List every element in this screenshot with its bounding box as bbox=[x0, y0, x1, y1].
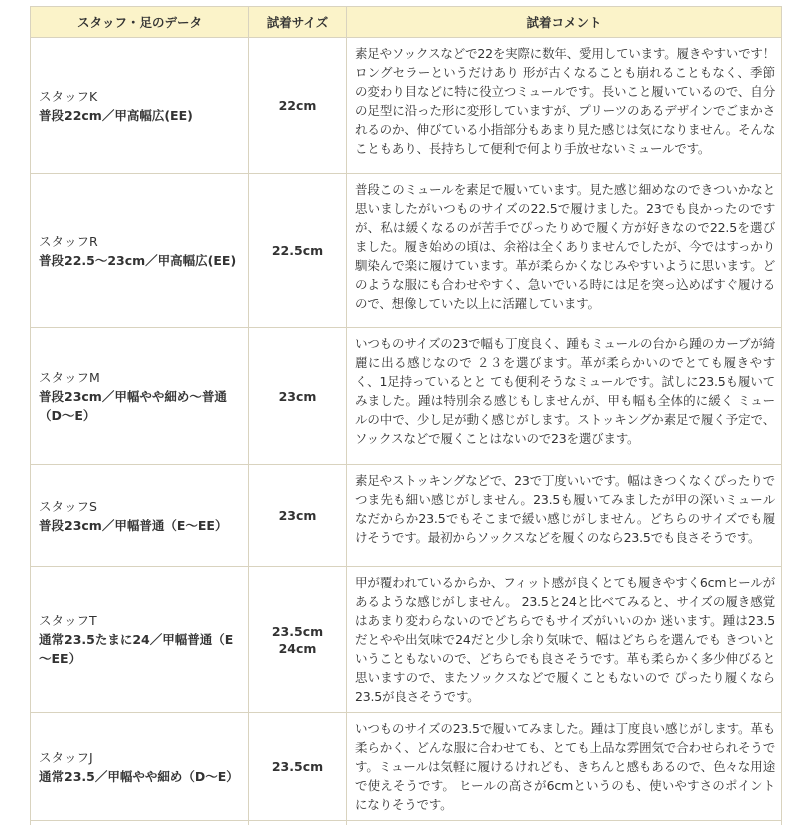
foot-data: 普段23cm／甲幅普通（E～EE） bbox=[39, 516, 240, 535]
fitting-size: 23.5cm bbox=[253, 623, 342, 640]
header-staff: スタッフ・足のデータ bbox=[31, 7, 249, 38]
header-size: 試着サイズ bbox=[249, 7, 347, 38]
table-row bbox=[31, 567, 782, 713]
size-cell bbox=[249, 567, 347, 713]
header-comment: 試着コメント bbox=[347, 7, 782, 38]
staff-cell bbox=[31, 174, 249, 328]
fitting-comment: 普段このミュールを素足で履いています。見た感じ細めなのできついかなと思いましたがいつものサイズの22.5で履けました。23でも良かったのですが、私は緩くなるのが苦手でぴったりめで履く方が好きなので22.5を選びました。履き始めの頃は、余裕は全くありませんでしたが、今ではすっかり馴染んで楽に履けています。革が柔らかくなじみやすいように思います。どのような服にも合わせやすく、急いでいる時には足を突っ込めばすぐ履けるので、想像していた以上に活躍しています。 bbox=[347, 174, 782, 328]
table-row bbox=[31, 713, 782, 821]
staff-cell bbox=[31, 328, 249, 465]
comment-cell bbox=[347, 821, 782, 825]
staff-cell bbox=[31, 465, 249, 567]
fitting-size: 23cm bbox=[253, 507, 342, 524]
fitting-comment: 素足やストッキングなどで、23で丁度いいです。幅はきつくなくぴったりでつま先も細い感じがしません。23.5も履いてみましたが甲の深いミュールなだからか23.5でもそこまで緩い感じがしません。どちらのサイズでも履けそうです。最初からソックスなどを履くのなら23.5でも良さそうです。 bbox=[347, 465, 782, 567]
fitting-size: 24cm bbox=[253, 640, 342, 657]
staff-cell bbox=[31, 38, 249, 174]
size-cell bbox=[249, 38, 347, 174]
staff-fitting-table bbox=[30, 6, 782, 825]
fitting-comment: いつものサイズの23で幅も丁度良く、踵もミュールの台から踵のカーブが綺麗に出る感じなので ２３を選びます。革が柔らかいのでとても履きやすく、1足持っているとと ても便利そうなミュールです。試しに23.5も履いてみました。踵は特別余る感じもしませんが、甲も幅も全体的に緩く ミュールの中で、少し足が動く感じがします。ストッキングか素足で履く予定で、ソックスなどで履くことはないので23を選びます。 bbox=[347, 328, 782, 465]
foot-data: 普段22.5～23cm／甲高幅広(EE) bbox=[39, 251, 240, 270]
size-cell bbox=[249, 713, 347, 821]
foot-data: 通常23.5／甲幅やや細め（D～E） bbox=[39, 767, 240, 786]
staff-name: スタッフS bbox=[39, 497, 240, 516]
size-cell bbox=[249, 328, 347, 465]
staff-cell bbox=[31, 567, 249, 713]
table-row bbox=[31, 328, 782, 465]
table-row-partial bbox=[31, 821, 782, 825]
fitting-size: 23.5cm bbox=[253, 758, 342, 775]
staff-name: スタッフM bbox=[39, 368, 240, 387]
fitting-size: 22cm bbox=[253, 97, 342, 114]
staff-cell bbox=[31, 713, 249, 821]
table-row bbox=[31, 38, 782, 174]
size-cell bbox=[249, 174, 347, 328]
fitting-size: 22.5cm bbox=[253, 242, 342, 259]
staff-name: スタッフR bbox=[39, 232, 240, 251]
table-row bbox=[31, 174, 782, 328]
staff-name: スタッフT bbox=[39, 611, 240, 630]
fitting-size: 23cm bbox=[253, 388, 342, 405]
staff-cell bbox=[31, 821, 249, 825]
fitting-comment: いつものサイズの23.5で履いてみました。踵は丁度良い感じがします。革も柔らかく、どんな服に合わせても、とても上品な雰囲気で合わせられそうです。ミュールは気軽に履けるけれども、きちんと感もあるので、色々な用途で使えそうです。 ヒールの高さが6cmというのも、使いやすさのポイントになりそうです。 bbox=[347, 713, 782, 821]
table-header-row bbox=[31, 7, 782, 38]
size-cell bbox=[249, 465, 347, 567]
foot-data: 通常23.5たまに24／甲幅普通（E～EE） bbox=[39, 630, 240, 668]
foot-data: 普段23cm／甲幅やや細め～普通（D～E） bbox=[39, 387, 240, 425]
fitting-comment: 甲が覆われているからか、フィット感が良くとても履きやすく6cmヒールがあるような感じがしません。 23.5と24と比べてみると、サイズの履き感覚はあまり変わらないのでどちらでもサイズがいいのか 迷います。踵は23.5だとやや出気味で24だと少し余り気味で、幅はどちらを選んでも きついということもないので、どちらでも良さそうです。革も柔らかく多少伸びると思いますので、またソックスなどで履くこともないので ぴったり履くなら23.5が良さそうです。 bbox=[347, 567, 782, 713]
foot-data: 普段22cm／甲高幅広(EE) bbox=[39, 106, 240, 125]
table-row bbox=[31, 465, 782, 567]
fitting-comment: 素足やソックスなどで22を実際に数年、愛用しています。履きやすいです！ロングセラーというだけあり 形が古くなることも崩れることもなく、季節の変わり目などに特に役立つミュールです。長いこと履いているので、自分の足型に沿った形に変形していますが、プリーツのあるデザインでごまかされるのか、伸びている小指部分もあまり見た感じは気になりません。そんなこともあり、長持ちして便利で何より手放せないミュールです。 bbox=[347, 38, 782, 174]
staff-name: スタッフK bbox=[39, 87, 240, 106]
size-cell bbox=[249, 821, 347, 825]
staff-name: スタッフJ bbox=[39, 748, 240, 767]
